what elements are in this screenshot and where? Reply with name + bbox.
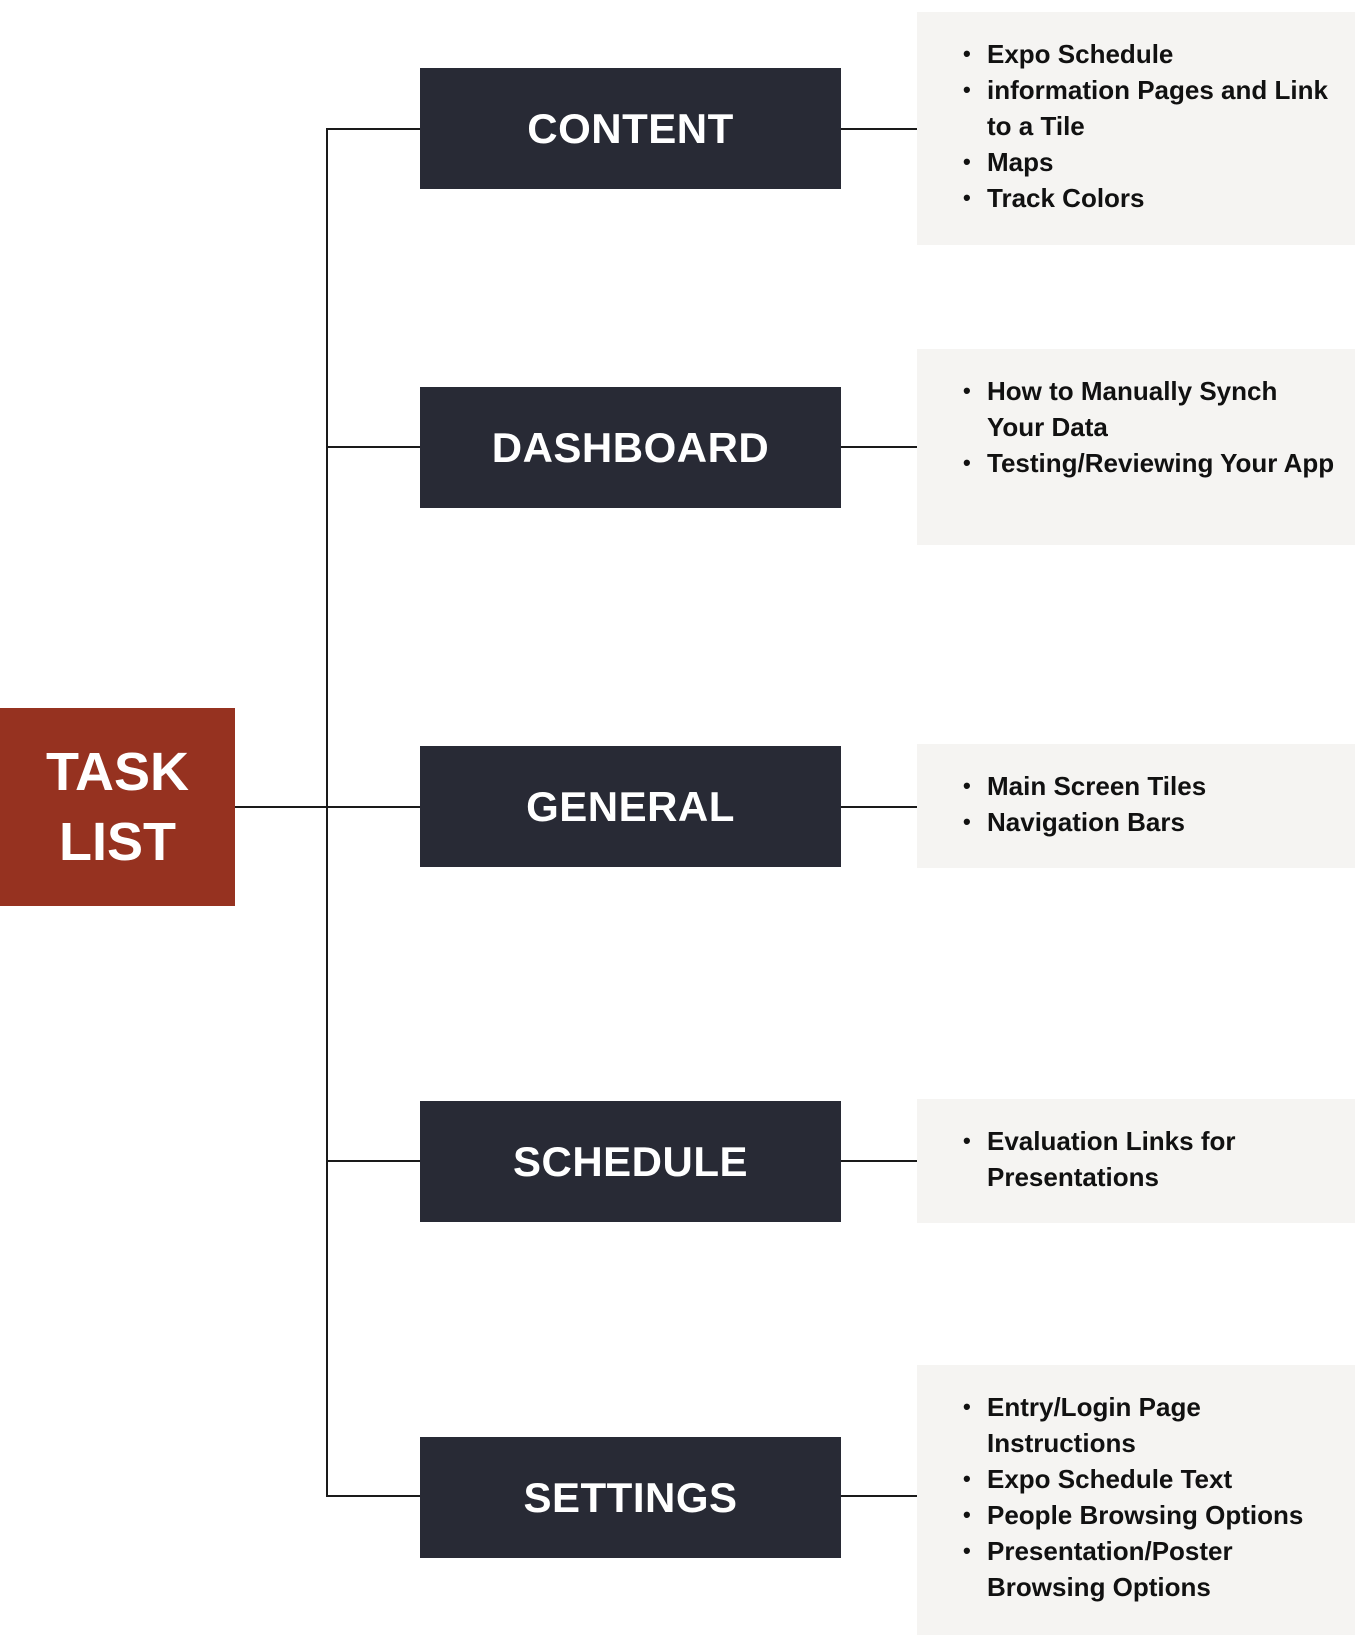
detail-connector-settings	[841, 1495, 917, 1497]
root-title-line-2: LIST	[59, 812, 176, 872]
root-title-line-1: TASK	[46, 742, 189, 802]
list-item: • Main Screen Tiles	[987, 768, 1335, 804]
branch-connector-dashboard	[326, 446, 420, 448]
branch-connector-schedule	[326, 1160, 420, 1162]
details-schedule	[917, 1099, 1355, 1223]
list-item: • Testing/Reviewing Your App	[987, 445, 1335, 481]
branch-connector-content	[326, 128, 420, 130]
list-item: • Track Colors	[987, 180, 1335, 216]
list-item: • Maps	[987, 144, 1335, 180]
detail-connector-general	[841, 806, 917, 808]
category-settings: SETTINGS	[420, 1437, 841, 1558]
vertical-trunk	[326, 128, 328, 1496]
details-general	[917, 744, 1355, 868]
category-schedule: SCHEDULE	[420, 1101, 841, 1222]
list-item: • Presentation/Poster Browsing Options	[987, 1533, 1335, 1605]
list-item: • Entry/Login Page Instructions	[987, 1389, 1335, 1461]
details-content	[917, 12, 1355, 245]
list-item: • Evaluation Links for Presentations	[987, 1123, 1335, 1195]
task-list-root	[0, 708, 235, 906]
details-dashboard	[917, 349, 1355, 545]
category-general: GENERAL	[420, 746, 841, 867]
details-settings	[917, 1365, 1355, 1635]
root-connector	[235, 806, 327, 808]
detail-connector-content	[841, 128, 917, 130]
list-item: • Expo Schedule Text	[987, 1461, 1335, 1497]
detail-connector-dashboard	[841, 446, 917, 448]
branch-connector-settings	[326, 1495, 420, 1497]
list-item: • People Browsing Options	[987, 1497, 1335, 1533]
branch-connector-general	[326, 806, 420, 808]
category-dashboard: DASHBOARD	[420, 387, 841, 508]
list-item: • information Pages and Link to a Tile	[987, 72, 1335, 144]
list-item: • Navigation Bars	[987, 804, 1335, 840]
detail-connector-schedule	[841, 1160, 917, 1162]
list-item: • How to Manually Synch Your Data	[987, 373, 1335, 445]
category-content: CONTENT	[420, 68, 841, 189]
list-item: • Expo Schedule	[987, 36, 1335, 72]
